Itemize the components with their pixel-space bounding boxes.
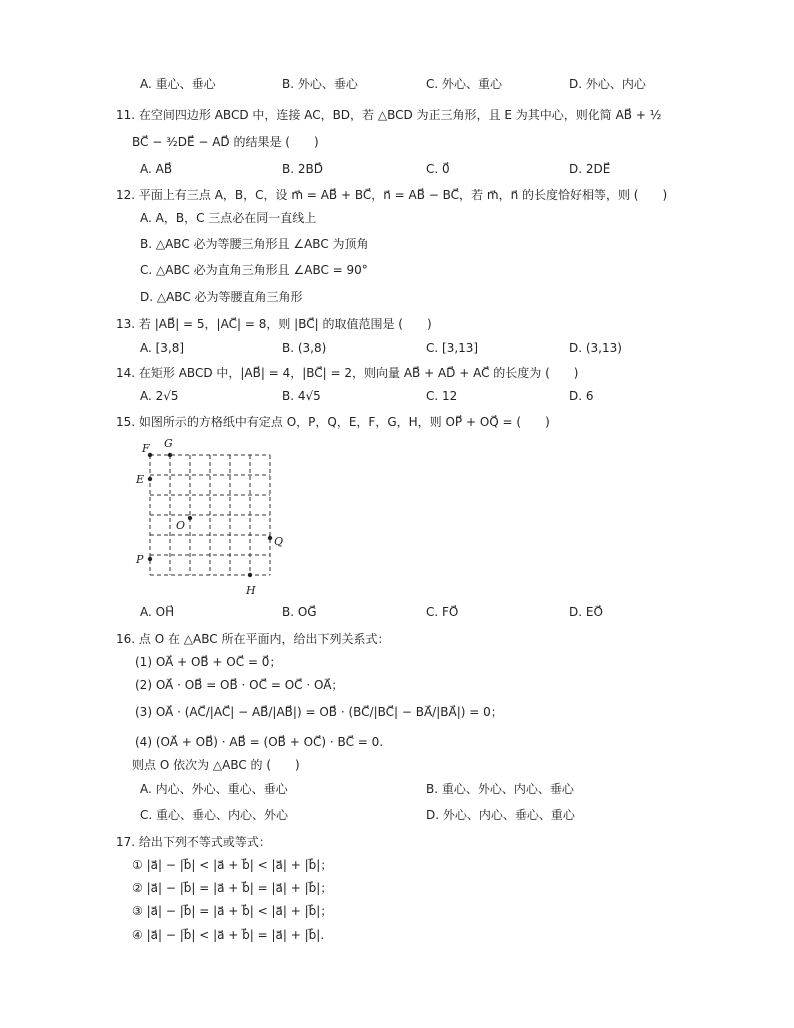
q13-option-d: D. (3,13): [569, 341, 622, 355]
q12-stem: 12. 平面上有三点 A，B，C，设 m⃗ = AB⃗ + BC⃗，n⃗ = AB⃗ − BC⃗，若 m⃗，n⃗ 的长度恰好相等，则 ( ): [116, 188, 668, 202]
q10-option-b: B. 外心、垂心: [282, 77, 358, 91]
label-e: E: [136, 473, 145, 486]
q17-item-4: ④ |a⃗| − |b⃗| < |a⃗ + b⃗| = |a⃗| + |b⃗|.: [132, 928, 325, 942]
q11-stem-line1: 11. 在空间四边形 ABCD 中，连接 AC，BD，若 △BCD 为正三角形，且 E 为其中心，则化简 AB⃗ + ½: [116, 108, 662, 122]
q15-option-c: C. FO⃗: [426, 605, 459, 619]
q16-option-b: B. 重心、外心、内心、垂心: [426, 782, 574, 796]
q14-option-c: C. 12: [426, 389, 458, 403]
q11-option-a: A. AB⃗: [140, 162, 173, 176]
q15-option-b: B. OG⃗: [282, 605, 317, 619]
q14-option-a: A. 2√5: [140, 389, 179, 403]
q16-item-4: (4) (OA⃗ + OB⃗) · AB⃗ = (OB⃗ + OC⃗) · BC⃗ = 0.: [135, 735, 384, 749]
point-p: [148, 557, 152, 561]
q11-option-d: D. 2DE⃗: [569, 162, 611, 176]
point-e: [148, 477, 152, 481]
point-h: [248, 573, 252, 577]
label-o: O: [176, 519, 186, 532]
q11-option-c: C. 0⃗: [426, 162, 450, 176]
q15-stem: 15. 如图所示的方格纸中有定点 O，P，Q，E，F，G，H，则 OP⃗ + OQ⃗ = ( ): [116, 415, 550, 429]
q15-option-d: D. EO⃗: [569, 605, 603, 619]
q10-option-a: A. 重心、垂心: [140, 77, 216, 91]
q13-stem: 13. 若 |AB⃗| = 5，|AC⃗| = 8，则 |BC⃗| 的取值范围是 ( ): [116, 317, 432, 331]
label-p: P: [136, 553, 144, 566]
q14-stem: 14. 在矩形 ABCD 中，|AB⃗| = 4，|BC⃗| = 2，则向量 AB⃗ + AD⃗ + AC⃗ 的长度为 ( ): [116, 366, 579, 380]
q13-option-b: B. (3,8): [282, 341, 327, 355]
q14-option-d: D. 6: [569, 389, 594, 403]
point-q: [268, 536, 272, 540]
q14-option-b: B. 4√5: [282, 389, 321, 403]
q16-tail: 则点 O 依次为 △ABC 的 ( ): [132, 758, 300, 772]
label-f: F: [142, 442, 150, 455]
q16-item-2: (2) OA⃗ · OB⃗ = OB⃗ · OC⃗ = OC⃗ · OA⃗；: [135, 678, 344, 692]
q17-item-2: ② |a⃗| − |b⃗| = |a⃗ + b⃗| = |a⃗| + |b⃗|；: [132, 881, 333, 895]
label-g: G: [164, 437, 173, 450]
q10-option-d: D. 外心、内心: [569, 77, 646, 91]
q12-option-d: D. △ABC 必为等腰直角三角形: [140, 290, 303, 304]
label-h: H: [246, 584, 256, 597]
q16-option-c: C. 重心、垂心、内心、外心: [140, 808, 289, 822]
q16-item-3: (3) OA⃗ · (AC⃗/|AC⃗| − AB⃗/|AB⃗|) = OB⃗ · (BC⃗/|BC⃗| − BA⃗/|BA⃗|) = 0；: [135, 705, 503, 719]
q11-option-b: B. 2BD⃗: [282, 162, 323, 176]
q12-option-b: B. △ABC 必为等腰三角形且 ∠ABC 为顶角: [140, 237, 369, 251]
q15-option-a: A. OH⃗: [140, 605, 175, 619]
q17-item-1: ① |a⃗| − |b⃗| < |a⃗ + b⃗| < |a⃗| + |b⃗|；: [132, 858, 333, 872]
label-q: Q: [274, 535, 284, 548]
q17-stem: 17. 给出下列不等式或等式：: [116, 835, 271, 849]
point-o: [188, 516, 192, 520]
q12-option-a: A. A，B，C 三点必在同一直线上: [140, 211, 317, 225]
q17-item-3: ③ |a⃗| − |b⃗| = |a⃗ + b⃗| < |a⃗| + |b⃗|；: [132, 904, 333, 918]
q11-stem-line2: BC⃗ − ³⁄₂DE⃗ − AD⃗ 的结果是 ( ): [132, 135, 319, 149]
q15-grid-figure: [130, 432, 300, 602]
q16-option-a: A. 内心、外心、重心、垂心: [140, 782, 288, 796]
q13-option-c: C. [3,13]: [426, 341, 479, 355]
q10-option-c: C. 外心、重心: [426, 77, 503, 91]
q16-stem: 16. 点 O 在 △ABC 所在平面内，给出下列关系式：: [116, 632, 390, 646]
point-g: [168, 453, 172, 457]
q16-option-d: D. 外心、内心、垂心、重心: [426, 808, 575, 822]
q16-item-1: (1) OA⃗ + OB⃗ + OC⃗ = 0⃗；: [135, 655, 282, 669]
q12-option-c: C. △ABC 必为直角三角形且 ∠ABC = 90°: [140, 263, 368, 277]
q13-option-a: A. [3,8]: [140, 341, 185, 355]
